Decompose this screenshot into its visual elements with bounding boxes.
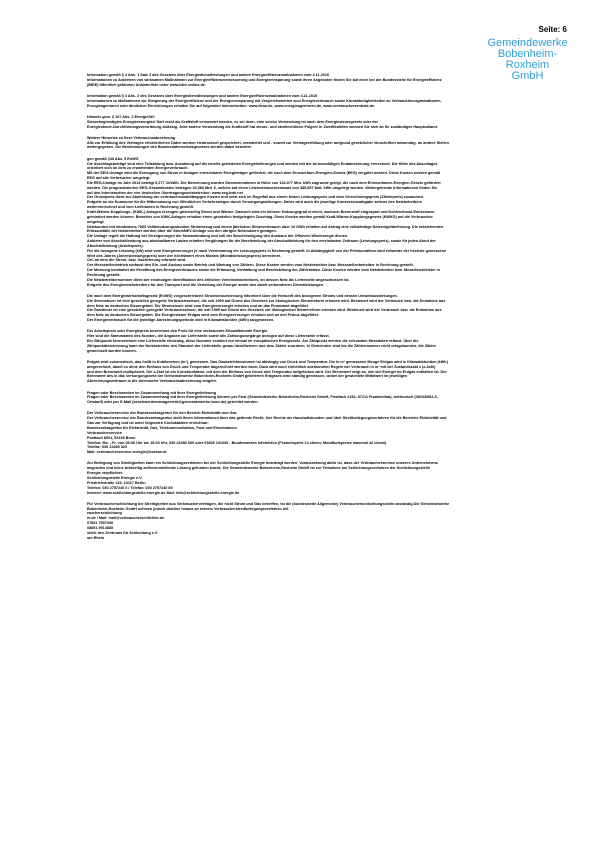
text-line: Gas zur Verfügung und ist unter folgenden Kontaktdaten erreichbar: — [87, 421, 209, 426]
text-line: Der Verbraucherservice der Bundesnetzagentur für den Bereich Elektrizität und Gas — [87, 411, 237, 416]
text-line: Informationen zu Anbietern von wirksamen Maßnahmen zur Energieeffizienzverbesserung und Energieeinsparung sowie ihren Angeboten finden Sie auf einer bei der Bundesstelle für Energieeffizienz — [87, 77, 442, 82]
text-line: Telefon: Mo. - Fr. von 09:00 Uhr bis 15:00 Uhr, 030 22480 500 oder 01805 101000 - Bundesweites Infotelefon (Festnetzpreis 14 ct/min; Mobilfunkpreise maximal 42 ct/min) — [87, 440, 387, 445]
text-section — [87, 411, 572, 455]
text-line: Telefax: 030 22480 323 — [87, 445, 127, 450]
text-line: Schlichtungsstelle Energie e.V. — [87, 475, 143, 480]
text-section — [87, 461, 572, 495]
text-line: stelle des Zentrums für Schlichtung e.V. — [87, 530, 159, 535]
text-line: er.de / Mail: mail@verbraucherschlichter.de — [87, 516, 165, 521]
text-section — [87, 360, 572, 384]
text-line: angerufen und keine beidseitig zufriedenstellende Lösung gefunden wurde. Die Gemeindewerke Bobenheim-Roxheim GmbH ist zur Teilnahme am Schlichtungsverfahren der Schlichtungsstelle — [87, 466, 430, 471]
text-line: Mail: verbraucherservice-energie@bnetza.de — [87, 450, 167, 455]
text-line: Weitere Hinweise zu Ihrer Verbrauchsabrechnung — [87, 135, 176, 140]
text-line: Bobenheim-Roxheim GmbH nehmen jedoch darüber hinaus an keinem Verbraucherstreitbeilegungsverfahren teil. — [87, 506, 290, 511]
text-line: Die Netzbetreibernummer dient der eindeutigen Identifikation des örtlichen Verteilnetzbetreibers, an dessen Netz die Lieferstelle angeschlossen ist. — [87, 277, 350, 282]
logo-line-1: Gemeindewerke — [487, 37, 568, 49]
text-line: und dem Brennwert multipliziert. Die z-Zahl ist ein Korrekturfaktor, mit dem der Einfluss von Druck und Temperatur aufgehoben wird. Der Brennwert zeigt an, wie viel Energie im Erdgas enthalten ist. Der — [87, 369, 447, 374]
text-line: dem Netz im deutschen Steuergebiet. Die Energiesteuer Erdgas wird vom Energieversorger erhoben und an den Fiskus abgeführt. — [87, 313, 320, 318]
text-line: Hier sind die Stammdaten des Kunden, die Angaben zur Lieferstelle sowie alle Zahlungsvorgänge bezogen auf diese Lieferstelle erfasst. — [87, 334, 330, 339]
text-line: Erdgas wird volumetrisch, das heißt in Kubikmetern (m³), gemessen. Das Gasbetriebsvolumen ist abhängig von Druck und Temperatur. Die in m³ gemessene Menge Erdgas wird in Kilowattstunden (kWh) — [87, 359, 448, 364]
text-line: Abrechnungszeitraum in die thermische Verbrauchsabrechnung eingeht. — [87, 379, 217, 384]
text-line: umgerechnet, damit es ohne den Einfluss von Druck und Temperatur abgerechnet werden kann. Dazu wird nach einheitlich anerkannten Regeln der Verbrauch in m³ mit der Zustandszahl z (z-Zahl) — [87, 364, 436, 369]
text-line: weitergegeben. Die Bestimmungen des Bundesdatenschutzgesetzes werden dabei beachtet. — [87, 145, 252, 150]
text-line: Brennwert des in das Versorgungsnetz der Gemeindewerke Bobenheim-Roxheim GmbH gelieferten Erdgases wird ständig gemessen, wobei der gewichtete Mittelwert im jeweiligen — [87, 374, 408, 379]
text-line: Netzkunden mit mindestens 7000 Vollbenutzungsstunden Strombezug und einem jährlichen Stromverbrauch über 10 GWh erhalten auf Antrag eine vollständige Netzentgeltbefreiung. Die entstehenden — [87, 224, 444, 229]
text-line: Entgelte an die Kommune für die Mitbenutzung von öffentlichen Verkehrswegen durch Versorgungsleitungen. Daher wird auch die jeweilige Konzessionsabgabe seitens des Netzbetreibers — [87, 200, 422, 205]
text-section — [87, 157, 572, 288]
text-line: Zur Beilegung von Streitigkeiten kann ein Schlichtungsverfahren bei der Schlichtungsstelle Energie beantragt werden. Voraussetzung dafür ist, dass der Verbraucherservice unseres Unternehmens — [87, 461, 438, 466]
text-line: Für Verbraucherschlichtung bei Streitigkeiten aus Verbraucherverträgen, die nicht Strom und Gas betreffen, ist die (bundesweite Allgemeine) Verbraucherschlichtungsstelle zuständig.Die Gemeindewerke — [87, 501, 450, 506]
text-line: Information gemäß § 4 Abs. 2 des Gesetzes über Energiedienstleistungen und andere Energieeffizienzmaßnahmen vom 4.11.2010 — [87, 93, 318, 98]
document-body — [87, 73, 572, 547]
text-section — [87, 136, 572, 151]
text-line: werden. Die prognostizierten EEG-Gesamtkosten betragen 20,360 Mrd. €, welche auf einen Letztverbraucherabsatz von 385,857 Mrd. kWh umgelegt werden. Weitergehende Informationen finden Sie — [87, 185, 438, 190]
text-line: Ortstarif) oder per E-Mail (beschwerdemanagement@gemeindewerke-boro.de) gerichtet werden. — [87, 400, 259, 405]
logo-line-3: GmbH — [511, 70, 544, 82]
text-line: Postfach 8001, 53105 Bonn — [87, 435, 136, 440]
text-line: Der Energieverbrauch für die jeweilige Abrechnungsperiode wird in Kilowattstunden (kWh) ausgewiesen. — [87, 318, 275, 323]
text-line: Alle zur Erfüllung des Vertrages erforderlichen Daten werden elektronisch gespeichert, verarbeitet und - soweit zur Vertragserfüllung oder aufgrund gesetzlicher Vorschriften notwendig- an andere Stellen — [87, 140, 449, 145]
text-line: Zählpunktbezeichnung kann der Netzbetreiber den Standort der Lieferstelle genau identifizieren und dem Zähler zuordnen. In Gemeinden sind bis die Zählernummer nicht ortsgebunden, die Zähler — [87, 343, 437, 348]
text-line: Die Messung beinhaltet die Ermittlung des Energieverbrauchs sowie die Erfassung, Verwaltung und Bereitstellung der Zählerdaten. Diese Kosten werden vom Netzbetreiber bzw. Messdienstleister in — [87, 268, 440, 273]
text-line: Steuerbegünstigtes Energieerzeugnis! Darf nicht als Kraftstoff verwendet werden, es sei denn, eine solche Verwendung ist nach dem Energiesteuergesetz oder der — [87, 119, 379, 124]
text-line: weiterverrechnet und vom Lieferanten in Rechnung gestellt. — [87, 205, 194, 210]
text-section — [87, 329, 572, 353]
text-line: Internet: www.schlichtungsstelle-energie.de Mail: info@schlichtungsstelle-energie.de — [87, 490, 240, 495]
text-line: Fragen oder Beschwerden im Zusammenhang mit Ihrer Energielieferung — [87, 390, 216, 395]
text-line: Die Stromsteuer ist eine gesetzlich geregelte Verbrauchssteuer, die seit 1999 auf Grund des Gesetzes zur ökologischen Steuerreform erhoben wird. Besteuert wird der Verbrauch bzw. die Entnahme aus — [87, 298, 446, 303]
text-line: Mit der EEG-Umlage wird die Erzeugung von Strom in Anlagen erneuerbarer Energieträger gefördert, die nach dem Erneuerbare-Energien-Gesetz (EEG) vergütet werden. Diese Kosten werden gemäß — [87, 171, 441, 176]
text-line: Telefon: 030 2757240 0 / Telefax: 030 2757240 69 — [87, 485, 173, 490]
text-line: EEG auf alle Verbraucher umgelegt. — [87, 176, 151, 181]
text-line: Energieagenturen oder ähnlichen Einrichtungen erhalten Sie auf folgenden Internetseiten: www.dena.de, www.energieagenturen.de, www.verbraucherzentrale.de. — [87, 103, 376, 108]
text-section — [87, 94, 572, 109]
text-line: Die Gassteuer ist eine gesetzlich geregelte Verbrauchssteuer, die seit 1999 auf Grund des Gesetzes zur ökologischen Steuerreform erhoben wird. Besteuert wird der Verbrauch bzw. die Entnahme aus — [87, 308, 442, 313]
text-section — [87, 391, 572, 406]
text-line: Die EEG-Umlage im Jahr 2013 beträgt 5,277 Ct/kWh. Der Berechnung wurden Stromeinnahmen in Höhe von 134.077 Mrd. kWh zugrunde gelegt, die nach dem Erneuerbaren-Energien-Gesetz gefördert — [87, 180, 441, 185]
text-line: Fragen oder Beschwerden im Zusammenhang mit Ihrer Energielieferung können per Post (Gemeindewerke Bobenheim-Roxheim GmbH, Postfach 2154, 67211 Frankenthal), telefonisch (06233/602-0, — [87, 395, 438, 400]
text-section — [87, 115, 572, 130]
text-line: Friedrichstraße 133, 10117 Berlin — [87, 480, 146, 485]
text-line: Informationen zu Maßnahmen zur Steigerung der Energieeffizienz und der Energieeinsparung mit Vergleichswerten zum Energieverbrauch sowie Kontaktmöglichkeiten zu Verbraucherorganisationen, — [87, 98, 442, 103]
text-line: Verbraucherservice — [87, 430, 122, 435]
text-line: (BfEE) öffentlich geführten Anbieterliste unter www.bfee-online.de. — [87, 82, 206, 87]
text-line: Energie verpflichtet. — [87, 471, 124, 476]
text-line: Der Grundpreis dient zur Abdeckung der verbrauchsunabhängigen Kosten und setzt sich im Regelfall aus einem festen Leistungspreis und dem Verrechnungspreis (Zählerpreis) zusammen. — [87, 195, 425, 200]
text-section — [87, 502, 572, 541]
text-line: Die Umlage regelt die Haftung bei Verzögerungen der Netzanbindung und soll der Beschleunigung des Ausbaus der Offshore-Windenergie dienen. — [87, 234, 349, 239]
text-line: Abschaltleistung (Arbeitspreis). — [87, 243, 144, 248]
text-line: 08851 9914885 — [87, 525, 114, 530]
text-line: 07851 7957940 — [87, 521, 114, 526]
text-line: Ein Zählpunkt kennzeichnet eine Lieferstelle eindeutig, diese Nummer existiert nur einmal im europäischen Energienetz. Am Zählpunkt werden die relevanten Messdaten erfasst. Über die — [87, 339, 419, 343]
text-line: Bundesnetzagentur für Elektrizität, Gas, Telekommunikation, Post und Eisenbahnen — [87, 425, 237, 430]
text-line: gemindert werden können. Betreiber von KWK-Anlagen erhalten einen gesetzlich festgelegten Zuschlag. Diese Kosten werden gemäß Kraft-Wärme-Kopplungsgesetz (KWKG) auf die Verbraucher — [87, 214, 433, 219]
text-line: Für die bezogene Leistung (kW) wird vom Energieversorger je nach Vereinbarung ein Leistungspreis in Rechnung gestellt. In Abhängigkeit von der Preiskondition wird entweder der höchste gemessene — [87, 248, 447, 253]
text-line: orientiert sich an dem zu erwartenden Energieverbrauch. — [87, 166, 189, 171]
logo-line-2: Bobenheim-Roxheim — [497, 48, 558, 71]
text-line: Hinweis gem. § 107 Abs. 2 EnergieStV — [87, 114, 155, 119]
text-line: Der Arbeitspreis oder Energiepreis bezeichnet den Preis für eine verbrauchte Kilowattstunde Energie. — [87, 329, 269, 334]
text-line: Anbieter von Abschaltleistung aus abschaltbaren Lasten erhalten Vergütungen für die Bereitstellung der Abschaltleistung für den vereinbarten Zeitraum (Leistungspreis), sowie für jeden Abruf der — [87, 239, 436, 244]
text-line: auf den Internetseiten der vier deutschen Übertragungsnetzbetreiber: www.eeg-kwk.net — [87, 190, 243, 195]
text-line: gewechselt werden können. — [87, 348, 137, 353]
text-line: Energiesteuer-Durchführungsverordnung zulässig. Jede andere Verwendung als Kraftstoff hat steuer- und strafrechtliche Folgen! In Zweifelsfällen wenden Sie sich an Ihr zuständiges Hauptzollamt. — [87, 124, 438, 129]
text-line: Information gemäß § 4 Abs. 1 Satz 2 des Gesetzes über Energiedienstleistungen und andere Energieeffizienzmaßnahmen vom 4.11.2010 — [87, 73, 330, 77]
text-line: dem Netz im deutschen Steuergebiet. Die Stromsteuer wird vom Energieversorger erhoben und an das Finanzamt abgeführt. — [87, 303, 309, 308]
text-line: Erlösausfälle der Netzbetreiber werden über die StromNEV-Umlage von den übrigen Netznutzern getragen. — [87, 229, 277, 234]
text-line: Die nach dem Energiewirtschaftsgesetz (EnWG) vorgeschriebene Stromkennzeichnung informiert über die Herkunft des bezogenen Stroms und dessen Umweltauswirkungen. — [87, 293, 398, 298]
text-section — [87, 294, 572, 323]
text-line: Kraft-Wärme-Kopplungs- (KWK-) Anlagen erzeugen gleichzeitig Strom und Wärme. Dadurch wird ein höherer Nutzungsgrad erreicht, wodurch Brennstoff eingespart und Kohlendioxid-Emissionen — [87, 209, 435, 214]
text-line: gen gemäß §40 Abs. 5 EnWG — [87, 156, 139, 161]
text-line: Wert des Jahres (Jahresleistungspreis) oder der höchstwert eines Monats (Monatsleistungspreis) berechnet. — [87, 253, 281, 258]
text-line: raucherschlichtung — [87, 511, 122, 516]
page-number: Seite: 6 — [538, 25, 567, 34]
text-line: Die Abschlagsbeträge sind eine Teilzahlung bzw. Anzahlung auf die bereits geleisteten Energielieferungen und werden mit der turnusmäßigen Endabrechnung verrechnet. Die Höhe des Abschlages — [87, 161, 438, 166]
text-section — [87, 73, 572, 88]
text-line: um Rhein — [87, 535, 105, 540]
text-line: umgelegt. — [87, 219, 105, 224]
text-line: Rechnung gestellt. — [87, 272, 121, 277]
text-line: Ort, an dem die Strom- bzw. Gaslieferung erbracht wird. — [87, 258, 187, 263]
text-line: Der Messstellenbetrieb umfasst den Ein- und Ausbau sowie Betrieb und Wartung von Zählern. Diese Kosten werden vom Netzbetreiber bzw. Messstellenbetreiber in Rechnung gestellt. — [87, 263, 414, 268]
text-line: Der Verbraucherservice der Bundesnetzagentur stellt Ihnen Informationen über das geltende Recht, Ihre Rechte als Haushaltskunden und über Streitbeilegungsverfahren für die Bereiche Elektrizität und — [87, 416, 447, 421]
text-line: Entgelte des Energienetzbetreibers für den Transport und die Verteilung der Energie sowie den damit verbundenen Dienstleistungen. — [87, 282, 325, 287]
